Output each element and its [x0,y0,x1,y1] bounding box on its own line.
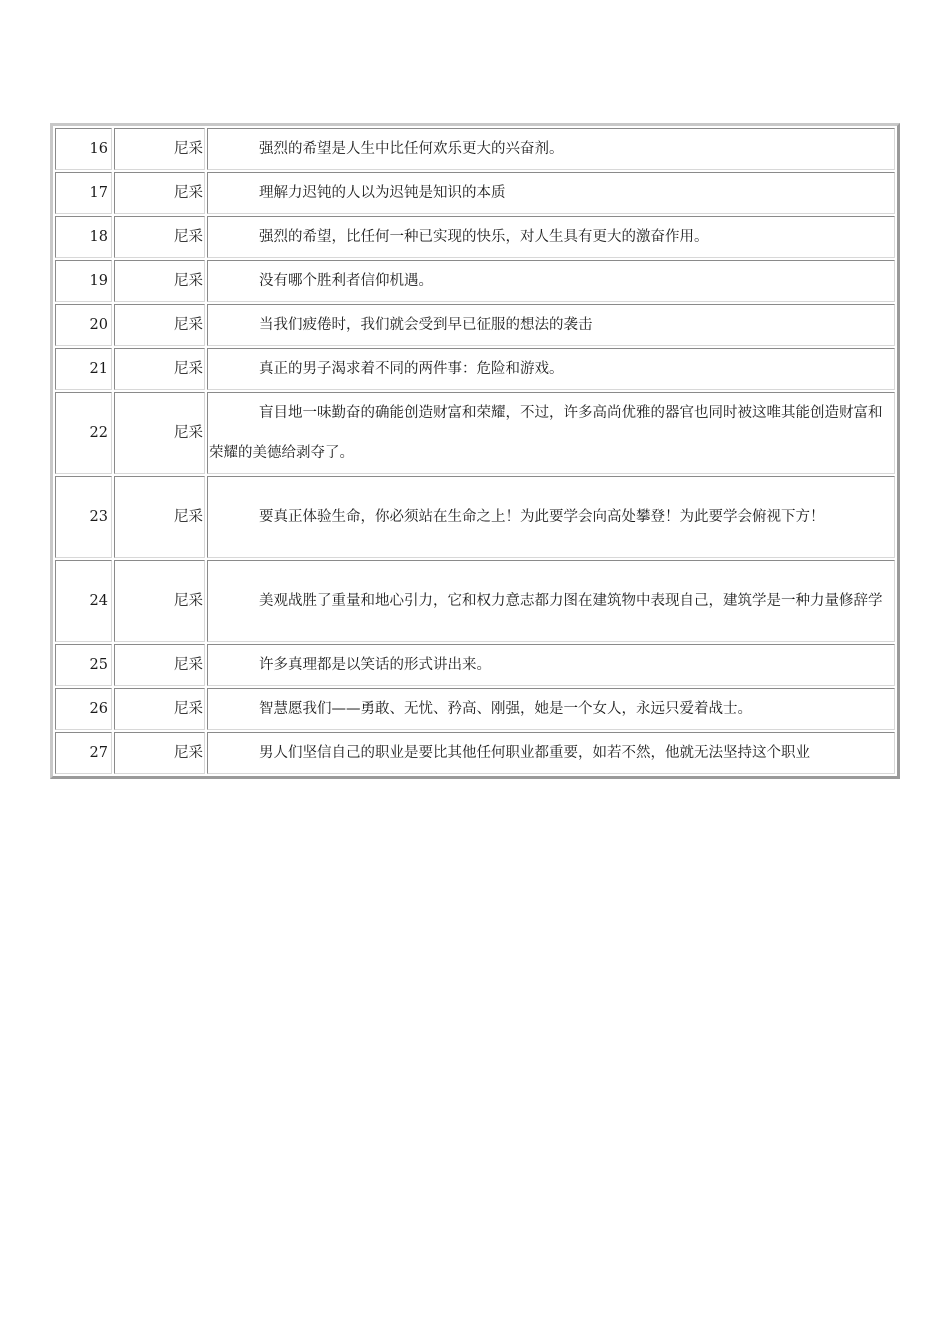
quote-text: 男人们坚信自己的职业是要比其他任何职业都重要，如若不然，他就无法坚持这个职业 [207,732,895,774]
table-row [55,688,895,730]
quote-number: 24 [55,560,112,642]
quote-number: 19 [55,260,112,302]
quote-text: 美观战胜了重量和地心引力，它和权力意志都力图在建筑物中表现自己，建筑学是一种力量修辞学 [207,560,895,642]
quote-author: 尼采 [114,304,205,346]
quote-text: 强烈的希望是人生中比任何欢乐更大的兴奋剂。 [207,128,895,170]
quote-text: 要真正体验生命，你必须站在生命之上！为此要学会向高处攀登！为此要学会俯视下方！ [207,476,895,558]
quotes-table-frame [50,123,900,779]
quote-text: 盲目地一味勤奋的确能创造财富和荣耀，不过，许多高尚优雅的器官也同时被这唯其能创造财富和荣耀的美德给剥夺了。 [207,392,895,474]
quote-text: 强烈的希望，比任何一种已实现的快乐，对人生具有更大的激奋作用。 [207,216,895,258]
quote-number: 20 [55,304,112,346]
quote-number: 27 [55,732,112,774]
table-row [55,216,895,258]
quote-text: 真正的男子渴求着不同的两件事：危险和游戏。 [207,348,895,390]
quote-text: 没有哪个胜利者信仰机遇。 [207,260,895,302]
quote-number: 16 [55,128,112,170]
table-row [55,644,895,686]
quote-number: 25 [55,644,112,686]
quote-number: 18 [55,216,112,258]
quote-author: 尼采 [114,260,205,302]
table-row [55,260,895,302]
table-row [55,128,895,170]
quotes-table-body [55,128,895,774]
quote-text: 智慧愿我们——勇敢、无忧、矜高、刚强，她是一个女人，永远只爱着战士。 [207,688,895,730]
table-row [55,392,895,474]
quote-number: 23 [55,476,112,558]
quote-author: 尼采 [114,128,205,170]
quote-text: 理解力迟钝的人以为迟钝是知识的本质 [207,172,895,214]
quote-text: 许多真理都是以笑话的形式讲出来。 [207,644,895,686]
quote-author: 尼采 [114,392,205,474]
quote-author: 尼采 [114,172,205,214]
quote-author: 尼采 [114,560,205,642]
quote-number: 26 [55,688,112,730]
quote-number: 21 [55,348,112,390]
table-row [55,172,895,214]
table-row [55,732,895,774]
quote-author: 尼采 [114,688,205,730]
quote-author: 尼采 [114,732,205,774]
table-row [55,304,895,346]
table-row [55,560,895,642]
table-row [55,348,895,390]
quote-author: 尼采 [114,216,205,258]
quote-text: 当我们疲倦时，我们就会受到早已征服的想法的袭击 [207,304,895,346]
quote-number: 17 [55,172,112,214]
quote-number: 22 [55,392,112,474]
quote-author: 尼采 [114,348,205,390]
quotes-table [53,126,897,776]
quote-author: 尼采 [114,644,205,686]
table-row [55,476,895,558]
quote-author: 尼采 [114,476,205,558]
